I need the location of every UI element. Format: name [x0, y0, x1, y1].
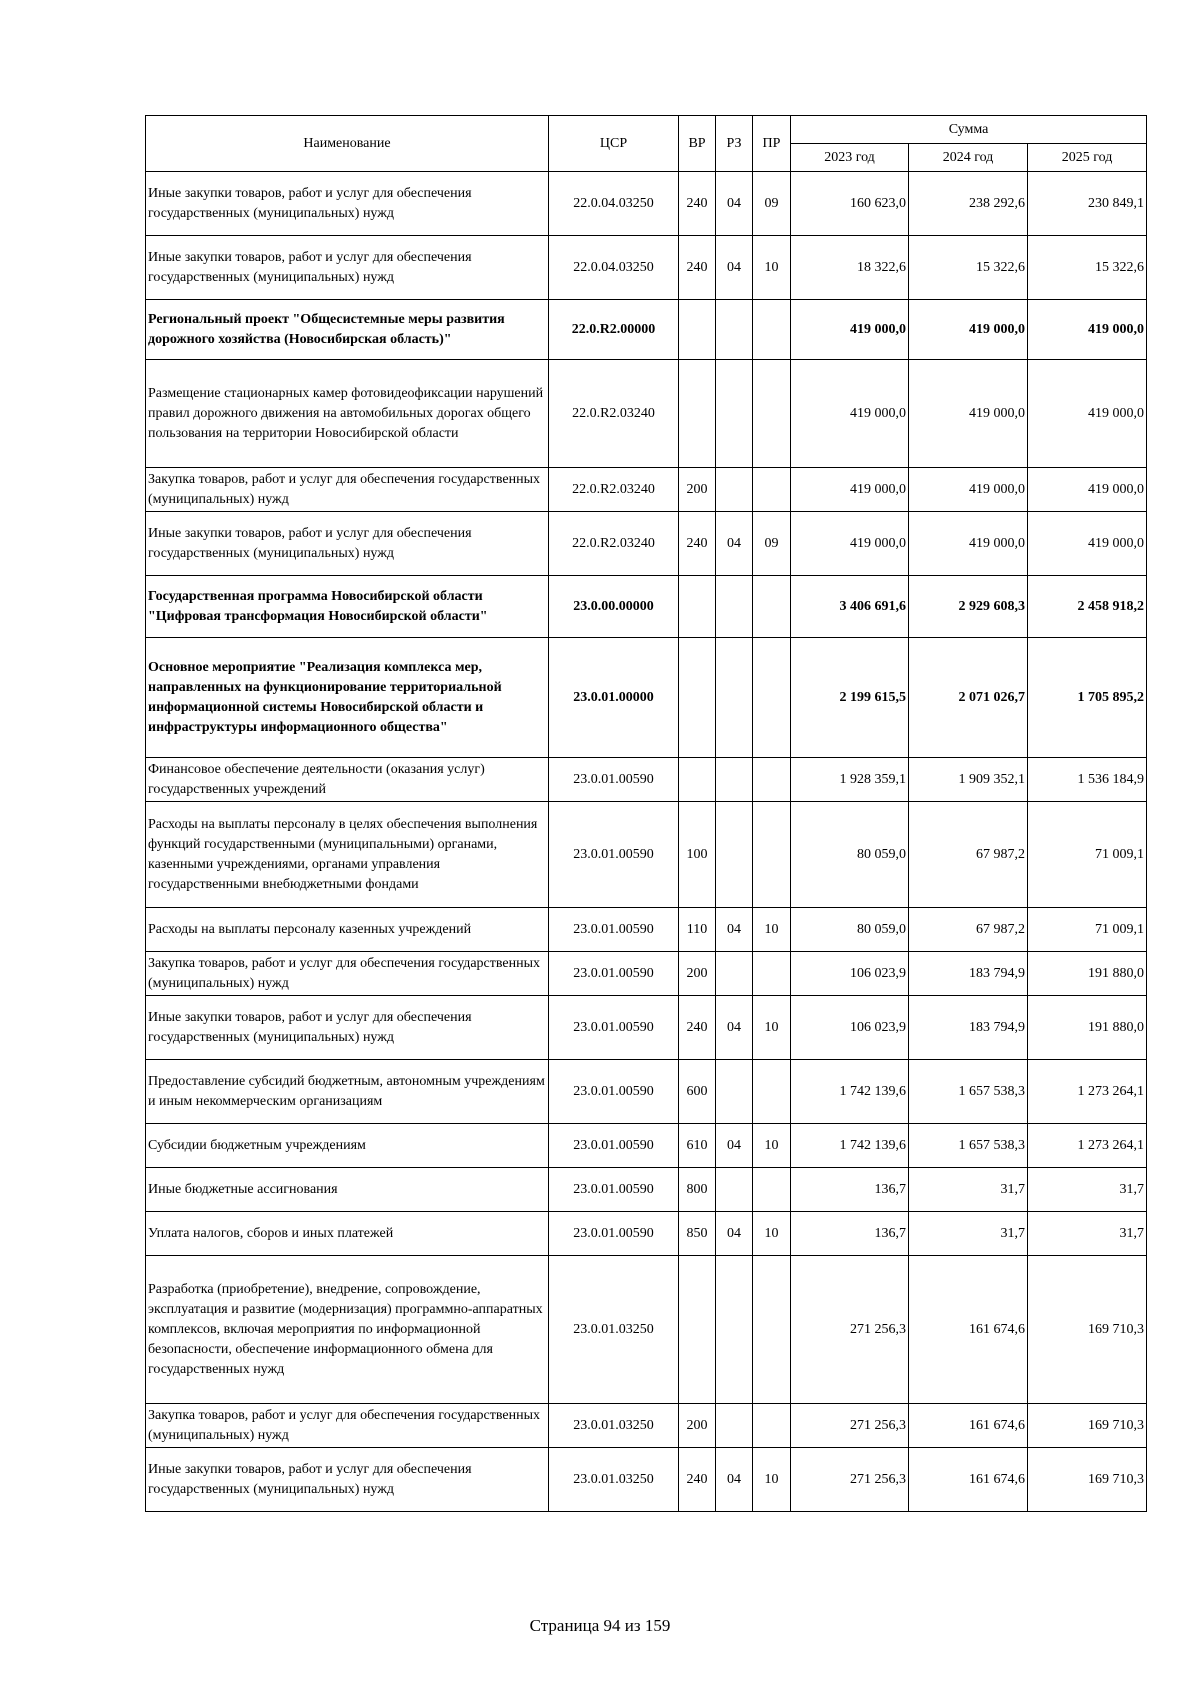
row-name: Расходы на выплаты персоналу в целях обеспечения выполнения функций государственными (муниципальными) органами, казенными учреждениями, органами управления государственными внебюджетными фондами [146, 802, 549, 908]
row-amount-2023: 160 623,0 [791, 172, 909, 236]
row-amount-2023: 271 256,3 [791, 1404, 909, 1448]
table-row [146, 638, 1147, 758]
row-vr [679, 576, 716, 638]
row-name: Иные закупки товаров, работ и услуг для обеспечения государственных (муниципальных) нужд [146, 172, 549, 236]
row-csr: 23.0.01.03250 [549, 1256, 679, 1404]
row-amount-2023: 3 406 691,6 [791, 576, 909, 638]
row-csr: 23.0.01.00590 [549, 802, 679, 908]
row-amount-2025: 15 322,6 [1028, 236, 1147, 300]
header-csr: ЦСР [549, 116, 679, 172]
table-row [146, 1448, 1147, 1512]
row-name: Закупка товаров, работ и услуг для обеспечения государственных (муниципальных) нужд [146, 1404, 549, 1448]
row-amount-2024: 67 987,2 [909, 908, 1028, 952]
row-amount-2025: 191 880,0 [1028, 996, 1147, 1060]
row-csr: 23.0.01.00590 [549, 952, 679, 996]
row-amount-2023: 18 322,6 [791, 236, 909, 300]
row-csr: 23.0.01.00590 [549, 758, 679, 802]
header-year-2025: 2025 год [1028, 144, 1147, 172]
row-pr: 09 [753, 512, 791, 576]
row-amount-2023: 271 256,3 [791, 1448, 909, 1512]
row-amount-2024: 419 000,0 [909, 468, 1028, 512]
row-amount-2023: 2 199 615,5 [791, 638, 909, 758]
row-pr [753, 1256, 791, 1404]
row-pr: 10 [753, 1448, 791, 1512]
row-vr: 240 [679, 236, 716, 300]
row-csr: 22.0.R2.00000 [549, 300, 679, 360]
row-name: Иные закупки товаров, работ и услуг для обеспечения государственных (муниципальных) нужд [146, 236, 549, 300]
header-name: Наименование [146, 116, 549, 172]
row-rz [716, 360, 753, 468]
row-vr: 240 [679, 512, 716, 576]
row-csr: 23.0.01.03250 [549, 1404, 679, 1448]
row-pr: 10 [753, 236, 791, 300]
row-amount-2025: 191 880,0 [1028, 952, 1147, 996]
row-csr: 22.0.04.03250 [549, 236, 679, 300]
row-csr: 23.0.00.00000 [549, 576, 679, 638]
row-pr [753, 1404, 791, 1448]
row-vr [679, 1256, 716, 1404]
row-csr: 23.0.01.00590 [549, 996, 679, 1060]
row-vr: 240 [679, 172, 716, 236]
header-vr: ВР [679, 116, 716, 172]
row-amount-2025: 1 273 264,1 [1028, 1060, 1147, 1124]
row-amount-2023: 136,7 [791, 1168, 909, 1212]
header-year-2024: 2024 год [909, 144, 1028, 172]
row-rz: 04 [716, 1448, 753, 1512]
table-row [146, 512, 1147, 576]
row-name: Закупка товаров, работ и услуг для обеспечения государственных (муниципальных) нужд [146, 952, 549, 996]
row-amount-2025: 419 000,0 [1028, 300, 1147, 360]
row-name: Иные закупки товаров, работ и услуг для обеспечения государственных (муниципальных) нужд [146, 512, 549, 576]
row-csr: 22.0.04.03250 [549, 172, 679, 236]
row-pr [753, 952, 791, 996]
table-row [146, 576, 1147, 638]
row-amount-2025: 71 009,1 [1028, 802, 1147, 908]
row-name: Основное мероприятие "Реализация комплекса мер, направленных на функционирование территориальной информационной системы Новосибирской области и инфраструктуры информационного общества" [146, 638, 549, 758]
table-row [146, 1212, 1147, 1256]
row-vr: 800 [679, 1168, 716, 1212]
row-amount-2025: 169 710,3 [1028, 1448, 1147, 1512]
table-row [146, 952, 1147, 996]
row-amount-2023: 106 023,9 [791, 996, 909, 1060]
row-vr [679, 758, 716, 802]
row-vr: 850 [679, 1212, 716, 1256]
row-rz [716, 1256, 753, 1404]
row-amount-2025: 419 000,0 [1028, 468, 1147, 512]
row-amount-2025: 230 849,1 [1028, 172, 1147, 236]
row-vr: 110 [679, 908, 716, 952]
row-name: Разработка (приобретение), внедрение, сопровождение, эксплуатация и развитие (модернизация) программно-аппаратных комплексов, включая мероприятия по информационной безопасности, обеспечение информационного обмена для государственных нужд [146, 1256, 549, 1404]
row-amount-2023: 1 928 359,1 [791, 758, 909, 802]
table-row [146, 1256, 1147, 1404]
row-name: Субсидии бюджетным учреждениям [146, 1124, 549, 1168]
row-pr [753, 576, 791, 638]
row-vr [679, 360, 716, 468]
row-amount-2024: 31,7 [909, 1168, 1028, 1212]
row-amount-2025: 31,7 [1028, 1168, 1147, 1212]
page-number: Страница 94 из 159 [529, 1616, 671, 1635]
row-vr: 610 [679, 1124, 716, 1168]
row-amount-2025: 1 273 264,1 [1028, 1124, 1147, 1168]
row-csr: 23.0.01.03250 [549, 1448, 679, 1512]
table-row [146, 468, 1147, 512]
row-amount-2023: 419 000,0 [791, 360, 909, 468]
row-amount-2025: 419 000,0 [1028, 512, 1147, 576]
row-amount-2024: 183 794,9 [909, 996, 1028, 1060]
row-vr: 200 [679, 468, 716, 512]
row-vr: 240 [679, 1448, 716, 1512]
row-pr: 10 [753, 996, 791, 1060]
row-amount-2025: 71 009,1 [1028, 908, 1147, 952]
header-pr: ПР [753, 116, 791, 172]
row-pr: 09 [753, 172, 791, 236]
row-amount-2024: 1 657 538,3 [909, 1060, 1028, 1124]
row-amount-2024: 238 292,6 [909, 172, 1028, 236]
row-amount-2024: 161 674,6 [909, 1448, 1028, 1512]
table-row [146, 300, 1147, 360]
row-amount-2025: 169 710,3 [1028, 1404, 1147, 1448]
row-rz [716, 1060, 753, 1124]
row-name: Расходы на выплаты персоналу казенных учреждений [146, 908, 549, 952]
row-amount-2023: 419 000,0 [791, 300, 909, 360]
row-amount-2023: 80 059,0 [791, 802, 909, 908]
row-amount-2024: 2 929 608,3 [909, 576, 1028, 638]
row-amount-2024: 2 071 026,7 [909, 638, 1028, 758]
row-rz [716, 1168, 753, 1212]
row-vr: 100 [679, 802, 716, 908]
row-rz [716, 952, 753, 996]
row-vr: 240 [679, 996, 716, 1060]
row-rz: 04 [716, 996, 753, 1060]
row-rz [716, 300, 753, 360]
row-name: Предоставление субсидий бюджетным, автономным учреждениям и иным некоммерческим организациям [146, 1060, 549, 1124]
row-pr [753, 1168, 791, 1212]
row-amount-2025: 31,7 [1028, 1212, 1147, 1256]
row-vr [679, 300, 716, 360]
row-csr: 23.0.01.00590 [549, 1168, 679, 1212]
header-rz: РЗ [716, 116, 753, 172]
row-amount-2024: 183 794,9 [909, 952, 1028, 996]
row-amount-2024: 161 674,6 [909, 1256, 1028, 1404]
row-amount-2023: 271 256,3 [791, 1256, 909, 1404]
row-rz: 04 [716, 1124, 753, 1168]
table-header [146, 116, 1147, 172]
table-row [146, 1060, 1147, 1124]
row-amount-2024: 161 674,6 [909, 1404, 1028, 1448]
row-csr: 22.0.R2.03240 [549, 468, 679, 512]
row-pr: 10 [753, 908, 791, 952]
row-amount-2023: 136,7 [791, 1212, 909, 1256]
table-row [146, 996, 1147, 1060]
row-amount-2024: 1 909 352,1 [909, 758, 1028, 802]
row-rz: 04 [716, 1212, 753, 1256]
row-amount-2024: 31,7 [909, 1212, 1028, 1256]
row-rz: 04 [716, 172, 753, 236]
row-rz: 04 [716, 512, 753, 576]
row-csr: 23.0.01.00590 [549, 1060, 679, 1124]
row-rz [716, 468, 753, 512]
row-rz [716, 1404, 753, 1448]
row-amount-2023: 106 023,9 [791, 952, 909, 996]
row-name: Иные закупки товаров, работ и услуг для обеспечения государственных (муниципальных) нужд [146, 1448, 549, 1512]
row-pr [753, 360, 791, 468]
table-row [146, 802, 1147, 908]
row-rz [716, 802, 753, 908]
row-csr: 22.0.R2.03240 [549, 512, 679, 576]
table-row [146, 172, 1147, 236]
row-amount-2025: 2 458 918,2 [1028, 576, 1147, 638]
table-row [146, 758, 1147, 802]
row-pr: 10 [753, 1212, 791, 1256]
table-row [146, 908, 1147, 952]
row-name: Иные бюджетные ассигнования [146, 1168, 549, 1212]
row-pr [753, 468, 791, 512]
row-name: Региональный проект "Общесистемные меры развития дорожного хозяйства (Новосибирская область)" [146, 300, 549, 360]
table-body [146, 172, 1147, 1512]
table-row [146, 360, 1147, 468]
row-amount-2024: 419 000,0 [909, 300, 1028, 360]
row-amount-2023: 80 059,0 [791, 908, 909, 952]
row-csr: 23.0.01.00590 [549, 1124, 679, 1168]
row-amount-2025: 1 536 184,9 [1028, 758, 1147, 802]
row-name: Финансовое обеспечение деятельности (оказания услуг) государственных учреждений [146, 758, 549, 802]
row-name: Иные закупки товаров, работ и услуг для обеспечения государственных (муниципальных) нужд [146, 996, 549, 1060]
row-amount-2023: 1 742 139,6 [791, 1124, 909, 1168]
row-amount-2023: 419 000,0 [791, 468, 909, 512]
row-csr: 23.0.01.00000 [549, 638, 679, 758]
row-name: Закупка товаров, работ и услуг для обеспечения государственных (муниципальных) нужд [146, 468, 549, 512]
row-vr: 600 [679, 1060, 716, 1124]
row-amount-2024: 1 657 538,3 [909, 1124, 1028, 1168]
row-rz: 04 [716, 236, 753, 300]
row-rz [716, 638, 753, 758]
row-rz: 04 [716, 908, 753, 952]
row-csr: 22.0.R2.03240 [549, 360, 679, 468]
table-row [146, 1404, 1147, 1448]
table-row [146, 1168, 1147, 1212]
row-pr [753, 300, 791, 360]
row-amount-2024: 67 987,2 [909, 802, 1028, 908]
row-pr [753, 758, 791, 802]
row-pr: 10 [753, 1124, 791, 1168]
row-amount-2024: 419 000,0 [909, 512, 1028, 576]
row-amount-2025: 419 000,0 [1028, 360, 1147, 468]
row-rz [716, 758, 753, 802]
header-year-2023: 2023 год [791, 144, 909, 172]
row-amount-2025: 169 710,3 [1028, 1256, 1147, 1404]
table-row [146, 236, 1147, 300]
row-rz [716, 576, 753, 638]
row-amount-2023: 1 742 139,6 [791, 1060, 909, 1124]
row-vr [679, 638, 716, 758]
budget-table [145, 115, 1147, 1512]
row-amount-2025: 1 705 895,2 [1028, 638, 1147, 758]
header-sum: Сумма [791, 116, 1147, 144]
row-csr: 23.0.01.00590 [549, 1212, 679, 1256]
row-amount-2024: 419 000,0 [909, 360, 1028, 468]
row-pr [753, 802, 791, 908]
row-pr [753, 1060, 791, 1124]
row-vr: 200 [679, 952, 716, 996]
row-name: Уплата налогов, сборов и иных платежей [146, 1212, 549, 1256]
row-amount-2024: 15 322,6 [909, 236, 1028, 300]
row-name: Государственная программа Новосибирской области "Цифровая трансформация Новосибирской области" [146, 576, 549, 638]
row-pr [753, 638, 791, 758]
row-vr: 200 [679, 1404, 716, 1448]
row-name: Размещение стационарных камер фотовидеофиксации нарушений правил дорожного движения на автомобильных дорогах общего пользования на территории Новосибирской области [146, 360, 549, 468]
table-row [146, 1124, 1147, 1168]
row-csr: 23.0.01.00590 [549, 908, 679, 952]
row-amount-2023: 419 000,0 [791, 512, 909, 576]
